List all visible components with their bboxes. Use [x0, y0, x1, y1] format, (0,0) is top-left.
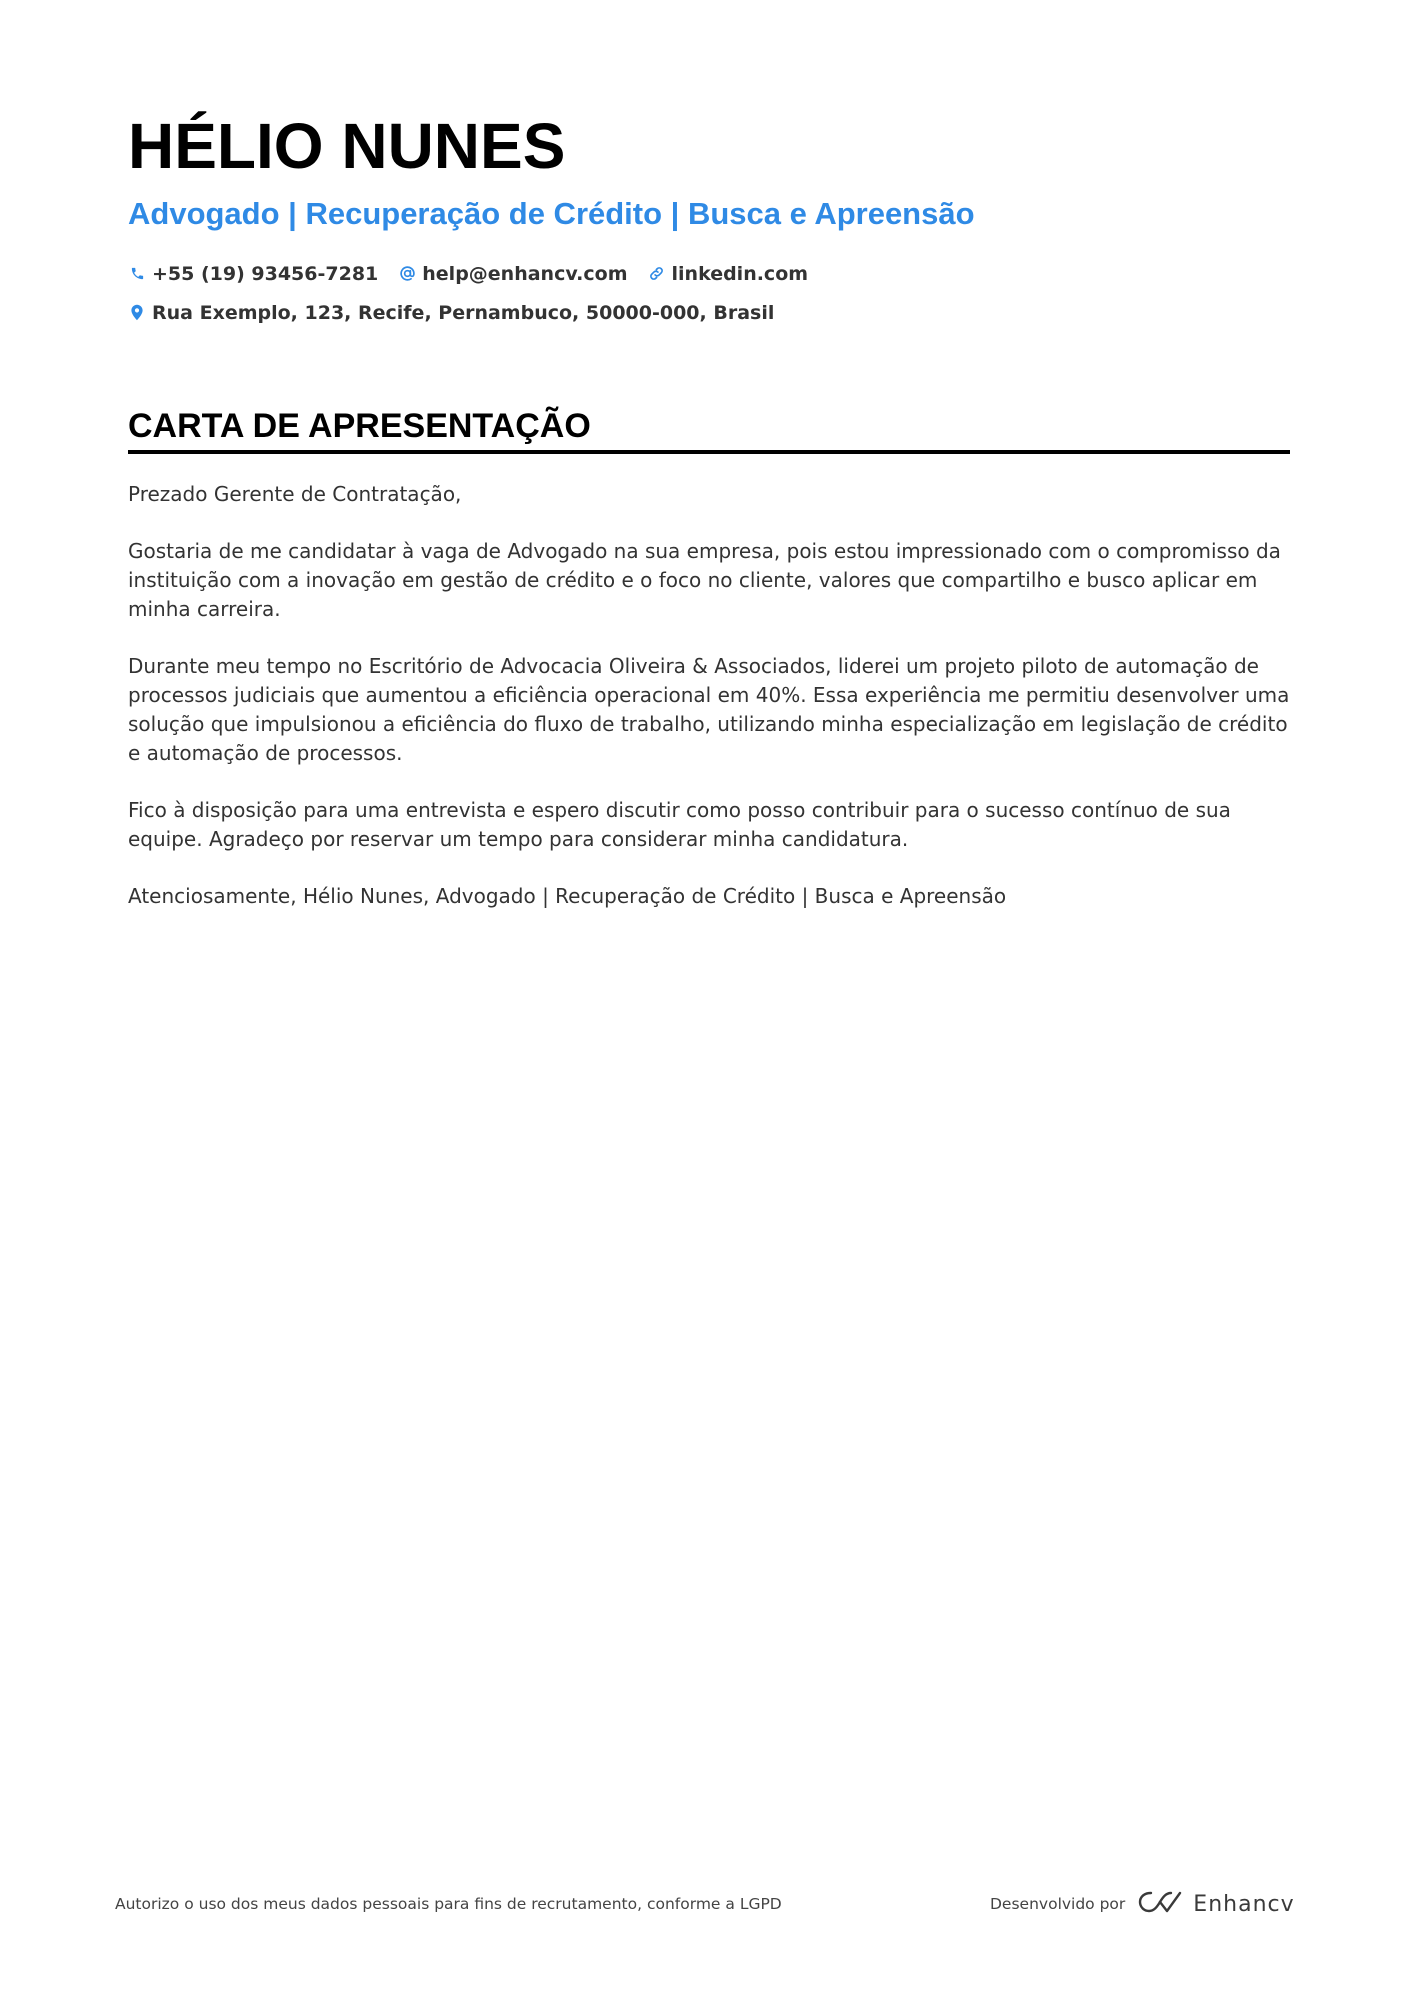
candidate-role: Advogado | Recuperação de Crédito | Busca e Apreensão — [128, 196, 975, 231]
section-divider — [128, 450, 1290, 454]
letter-closing: Atenciosamente, Hélio Nunes, Advogado | Recuperação de Crédito | Busca e Apreensão — [128, 884, 1007, 908]
contact-phone[interactable] — [128, 263, 378, 285]
contact-row-primary — [128, 254, 1290, 293]
contact-website[interactable] — [648, 263, 809, 285]
enhancv-logo-icon — [1137, 1889, 1183, 1919]
letter-paragraph: Fico à disposição para uma entrevista e espero discutir como posso contribuir para o sucesso contínuo de sua equipe. Agradeço por reservar um tempo para considerar minha candidatura. — [128, 798, 1231, 851]
address-text: Rua Exemplo, 123, Recife, Pernambuco, 50000-000, Brasil — [152, 301, 775, 324]
at-icon — [398, 265, 416, 283]
letter-greeting: Prezado Gerente de Contratação, — [128, 482, 462, 506]
consent-note: Autorizo o uso dos meus dados pessoais para fins de recrutamento, conforme a LGPD — [115, 1895, 782, 1913]
location-pin-icon — [128, 304, 146, 322]
powered-by[interactable] — [990, 1880, 1295, 1928]
letter-paragraph: Durante meu tempo no Escritório de Advocacia Oliveira & Associados, liderei um projeto piloto de automação de processos judiciais que aumentou a eficiência operacional em 40%. Essa experiência me permitiu desenvolver uma solução que impulsionou a eficiência do fluxo de trabalho, utilizando minha especialização em legislação de crédito e automação de processos. — [128, 654, 1290, 765]
enhancv-logo[interactable] — [1137, 1889, 1294, 1919]
contact-email[interactable] — [398, 263, 627, 285]
letter-body — [128, 480, 1298, 939]
resume-header — [128, 108, 1290, 332]
powered-by-label: Desenvolvido por — [990, 1895, 1126, 1913]
enhancv-brand-name: Enhancv — [1193, 1891, 1295, 1917]
contact-row-address — [128, 293, 1290, 332]
phone-number: +55 (19) 93456-7281 — [152, 262, 379, 285]
candidate-name: HÉLIO NUNES — [128, 110, 566, 182]
link-icon — [648, 265, 666, 283]
email-address: help@enhancv.com — [422, 262, 628, 285]
letter-paragraph: Gostaria de me candidatar à vaga de Advogado na sua empresa, pois estou impressionado com o compromisso da instituição com a inovação em gestão de crédito e o foco no cliente, valores que compartilho e busco aplicar em minha carreira. — [128, 539, 1281, 621]
website-url: linkedin.com — [671, 262, 809, 285]
contact-info — [128, 254, 1290, 332]
contact-address — [128, 302, 774, 324]
section-title: CARTA DE APRESENTAÇÃO — [128, 407, 591, 445]
phone-icon — [128, 265, 146, 283]
